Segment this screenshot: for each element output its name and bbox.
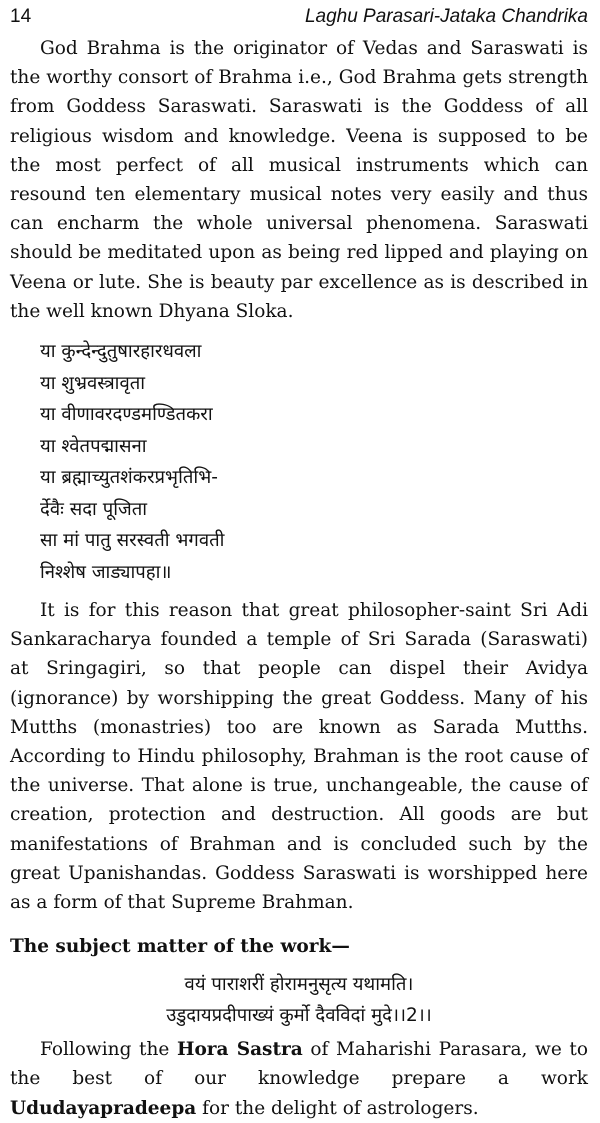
running-title: Laghu Parasari-Jataka Chandrika (304, 6, 588, 27)
dhyana-sloka (40, 336, 588, 588)
sloka-line: र्देवैः सदा पूजिता (40, 498, 148, 520)
sloka-line: सा मां पातु सरस्वती भगवती (40, 530, 225, 552)
bold-term-ududayapradeepa: Ududayapradeepa (10, 1097, 197, 1119)
sloka-line: या ब्रह्माच्युतशंकरप्रभृतिभि- (40, 467, 218, 489)
sloka-line: या कुन्देन्दुतुषारहारधवला (40, 341, 202, 363)
sloka-line: या शुभ्रवस्त्रावृता (40, 372, 146, 394)
paragraph-saraswati: God Brahma is the originator of Vedas and Saraswati is the worthy consort of Brahma i.e., God Brahma gets strength from Goddess Saraswati. Saraswati is the Goddess of all religious wisdom and knowledge. Veena is supposed to be the most perfect of all musical instruments which can resound ten elementary musical notes very easily and thus can encharm the whole universal phenomena. Saraswati should be meditated upon as being red lipped and playing on Veena or lute. She is beauty par excellence as is described in the well known Dhyana Sloka. (10, 38, 588, 322)
page-header (10, 6, 588, 30)
paragraph-sankaracharya: It is for this reason that great philosopher-saint Sri Adi Sankaracharya founded a temple of Sri Sarada (Saraswati) at Sringagiri, so that people can dispel their Avidya (ignorance) by worshipping the great Goddess. Many of his Mutths (monastries) too are known as Sarada Mutths. According to Hindu philosophy, Brahman is the root cause of the universe. That alone is true, unchangeable, the cause of creation, protection and destruction. All goods are but manifestations of Brahman and is concluded such by the great Upanishandas. Goddess Saraswati is worshipped here as a form of that Supreme Brahman. (10, 600, 588, 914)
page-number: 14 (10, 6, 32, 27)
text-run: for the delight of astrologers. (196, 1097, 479, 1119)
sloka-line: या श्वेतपद्मासना (40, 435, 147, 457)
sanskrit-couplet (10, 969, 588, 1031)
couplet-line: वयं पाराशरीं होरामनुसृत्य यथामति। (184, 974, 414, 996)
text-run: Following the (40, 1039, 177, 1061)
couplet-line: उडुदायप्रदीपाख्यं कुर्मो दैवविदां मुदे।।2।। (166, 1005, 432, 1027)
text-run: of Maharishi Parasara, we to the best of our knowledge prepare a work (10, 1039, 588, 1090)
sloka-line: निश्शेष जाड्यापहा॥ (40, 561, 172, 583)
paragraph-hora-sastra (10, 1035, 588, 1123)
bold-term-hora-sastra: Hora Sastra (176, 1039, 303, 1061)
sloka-line: या वीणावरदण्डमण्डितकरा (40, 404, 213, 426)
section-heading: The subject matter of the work— (10, 936, 350, 958)
